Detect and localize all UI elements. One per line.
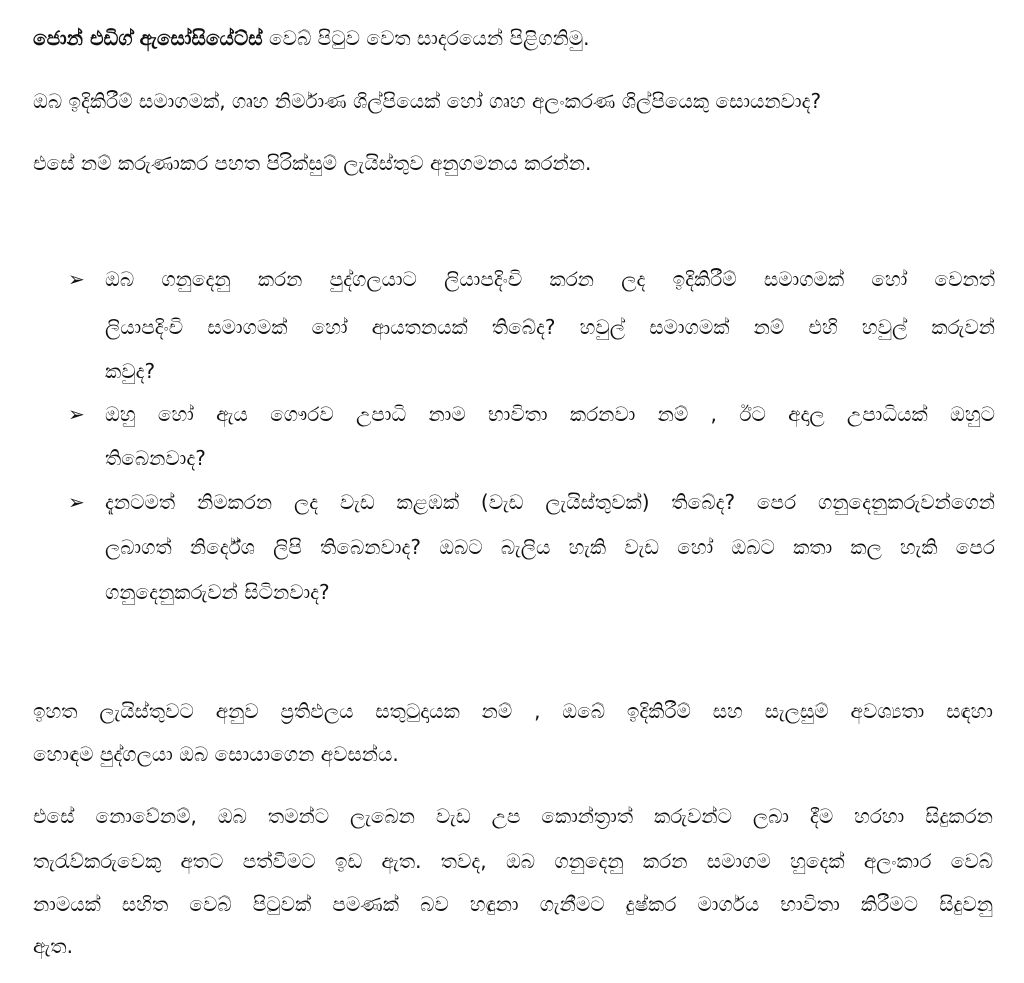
warning-paragraph-line-4: ඇත. <box>33 934 73 958</box>
welcome-line <box>33 24 993 52</box>
instruction-line: එසේ නම් කරුණාකර පහත පිරික්සුම් ලැයිස්තුව අනුගමනය කරන්න. <box>33 151 592 175</box>
bullet-3-line-2: ලබාගත් නිර්දේශ ලිපි තිබෙනවාද? ඔබට බැලිය හැකි වැඩ හෝ ඔබට කතා කල හැකි පෙර <box>105 535 995 559</box>
warning-paragraph-line-2: තැරැව්කරුවෙකු අතට පත්වීමට ඉඩ ඇත. තවද, ඔබ ගනුදෙනු කරන සමාගම හුදෙක් අලංකාර වෙබ් <box>33 849 993 873</box>
bullet-1-line-2: ලියාපදිංචි සමාගමක් හෝ ආයතනයක් තිබේද? හවුල් සමාගමක් නම් එහි හවුල් කරුවන් <box>105 315 995 339</box>
company-name: ජොන් එඩිග් ඇසෝසියේට්ස් <box>33 26 263 50</box>
bullet-3-line-3: ගනුදෙනුකරුවන් සිටිනවාද? <box>105 580 330 604</box>
bullet-3-line-1: දැනටමත් නිමකරන ලද වැඩ කළඹක් (වැඩ ලැයිස්තුවක්) තිබේද? පෙර ගනුදෙනුකරුවන්ගෙන් <box>105 490 995 514</box>
bullet-arrow-icon: ➢ <box>68 267 85 291</box>
warning-paragraph-line-1: එසේ නොවේනම්, ඔබ තමන්ට ලැබෙන වැඩ උප කොන්ත්‍රාත් කරුවන්ට ලබා දීම හරහා සිදුකරන <box>33 804 993 828</box>
bullet-arrow-icon: ➢ <box>68 402 85 426</box>
warning-paragraph-line-3: නාමයක් සහිත වෙබ් පිටුවක් පමණක් බව හඳුනා ගැනීමට දුෂ්කර මාර්ගය භාවිතා කිරීමට සිදුවනු <box>33 892 993 916</box>
question-line: ඔබ ඉදිකිරීම් සමාගමක්, ගෘහ නිර්මාණ ශිල්පියෙක් හෝ ගෘහ අලංකරණ ශිල්පියෙකු සොයනවාද? <box>33 89 822 113</box>
bullet-2-line-2: තිබෙනවාද? <box>105 446 206 470</box>
bullet-1-line-3: කවුද? <box>105 359 156 383</box>
welcome-text: වෙබ් පිටුව වෙත සාදරයෙන් පිළිගනිමු. <box>262 26 590 50</box>
bullet-2-line-1: ඔහු හෝ ඇය ගෞරව උපාධි නාම භාවිතා කරනවා නම් , ඊට අදාල උපාධියක් ඔහුට <box>105 402 995 426</box>
bullet-1-line-1: ඔබ ගනුදෙනු කරන පුද්ගලයාට ලියාපදිංචි කරන ලද ඉදිකිරීම් සමාගමක් හෝ වෙනත් <box>105 267 995 291</box>
result-paragraph-line-2: හොඳම පුද්ගලයා ඔබ සොයාගෙන අවසන්ය. <box>33 742 399 766</box>
bullet-arrow-icon: ➢ <box>68 490 85 514</box>
result-paragraph-line-1: ඉහත ලැයිස්තුවට අනුව ප්‍රතිඵලය සතුටුදායක නම් , ඔබේ ඉදිකිරීම් සහ සැලසුම් අවශ්‍යතා සඳහා <box>33 699 993 723</box>
